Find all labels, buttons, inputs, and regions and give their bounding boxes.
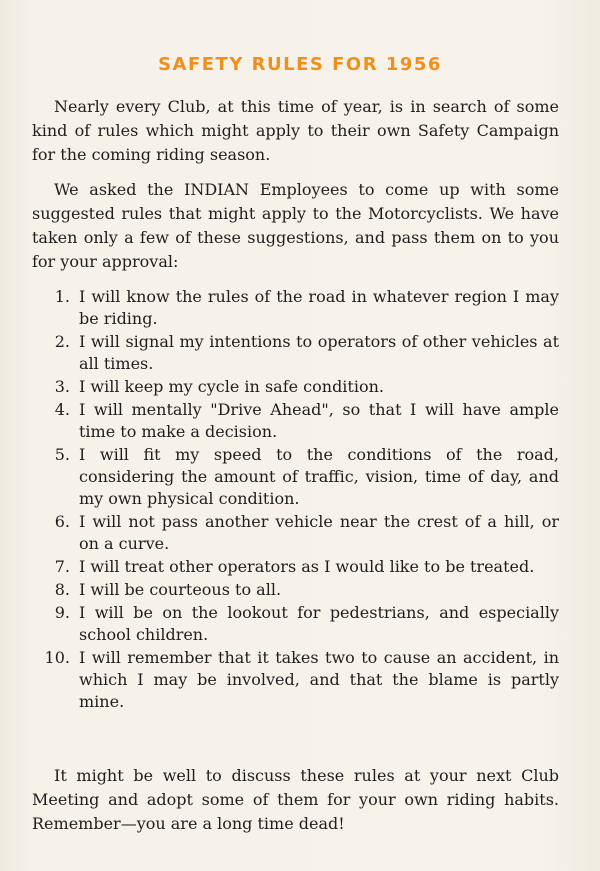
rule-text: I will not pass another vehicle near the crest of a hill, or on a curve. [79, 512, 559, 553]
rule-text: I will treat other operators as I would like to be treated. [79, 557, 535, 576]
rule-text: I will be on the lookout for pedestrians, and especially school children. [79, 603, 559, 644]
rule-text: I will mentally "Drive Ahead", so that I will have ample time to make a decision. [79, 400, 559, 441]
rules-list [32, 286, 559, 714]
rule-text: I will signal my intentions to operators of other vehicles at all times. [79, 332, 559, 373]
intro-paragraph-2: We asked the INDIAN Employees to come up with some suggested rules that might apply to the Motorcyclists. We have taken only a few of these suggestions, and pass them on to you for your approval: [32, 180, 559, 271]
intro-paragraph-1: Nearly every Club, at this time of year, is in search of some kind of rules which might apply to their own Safety Campaign for the coming riding season. [32, 97, 559, 164]
rule-item [32, 511, 559, 555]
rule-number: 3. [54, 377, 70, 396]
rule-text: I will know the rules of the road in whatever region I may be riding. [79, 287, 559, 328]
rule-number: 10. [44, 648, 70, 667]
rule-number: 2. [54, 332, 70, 351]
rule-item [32, 556, 559, 578]
rule-number: 5. [54, 445, 70, 464]
rule-item [32, 399, 559, 443]
rule-number: 7. [54, 557, 70, 576]
rule-text: I will fit my speed to the conditions of the road, considering the amount of traffic, vision, time of day, and my own physical condition. [79, 445, 559, 508]
rule-item [32, 286, 559, 330]
rule-item [32, 579, 559, 601]
rule-item [32, 602, 559, 646]
rule-item [32, 647, 559, 713]
rule-number: 6. [54, 512, 70, 531]
rule-text: I will remember that it takes two to cause an accident, in which I may be involved, and that the blame is partly mine. [79, 648, 559, 711]
rule-number: 9. [54, 603, 70, 622]
rule-item [32, 376, 559, 398]
rule-number: 1. [54, 287, 70, 306]
rule-number: 4. [54, 400, 70, 419]
page-title: SAFETY RULES FOR 1956 [158, 54, 442, 75]
closing-paragraph: It might be well to discuss these rules at your next Club Meeting and adopt some of them for your own riding habits. Remember—you are a long time dead! [32, 766, 559, 833]
rule-item [32, 331, 559, 375]
rule-text: I will be courteous to all. [79, 580, 282, 599]
rule-text: I will keep my cycle in safe condition. [79, 377, 384, 396]
rule-number: 8. [54, 580, 70, 599]
rule-item [32, 444, 559, 510]
